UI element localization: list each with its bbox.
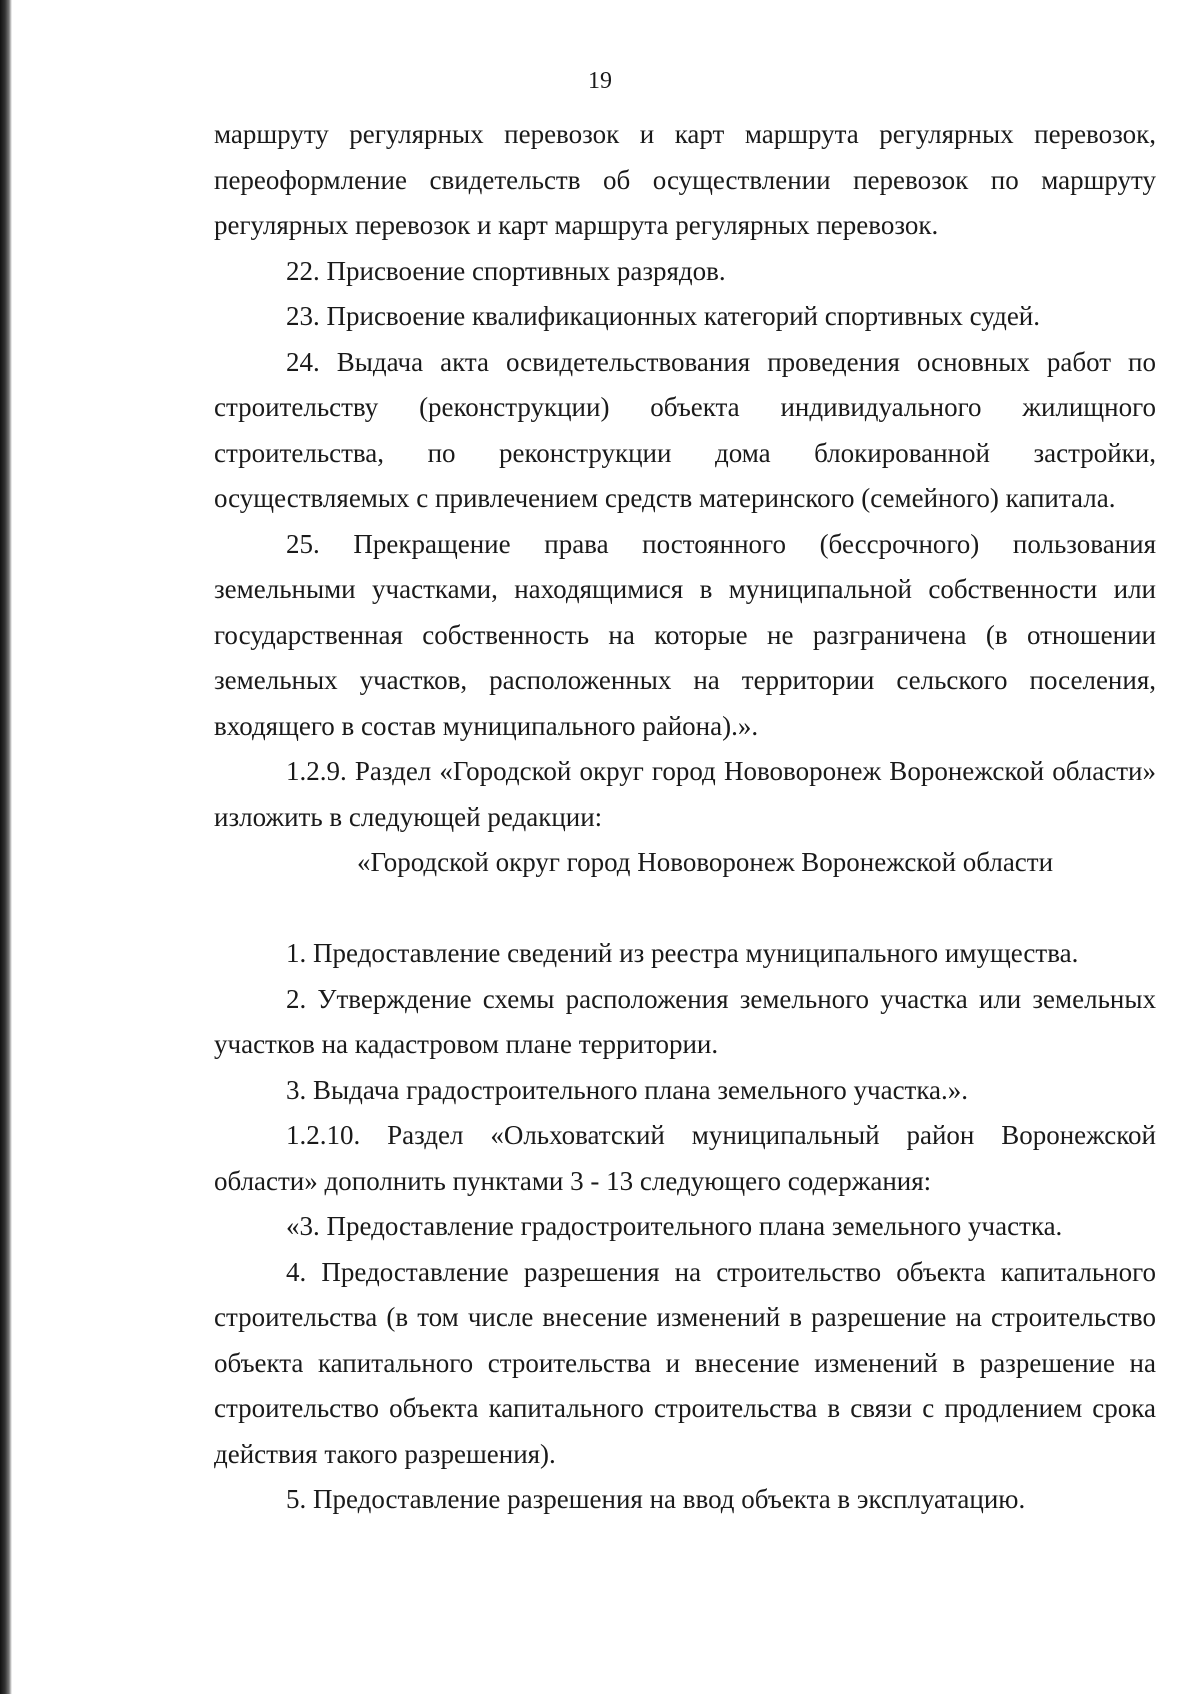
- document-body: [214, 112, 1156, 1523]
- blank-line: [214, 886, 1156, 932]
- section-heading-novovoronezh: «Городской округ город Нововоронеж Воронежской области: [356, 847, 1054, 877]
- list-item-22: 22. Присвоение спортивных разрядов.: [286, 255, 726, 286]
- list-item-5: 5. Предоставление разрешения на ввод объекта в эксплуатацию.: [286, 1484, 1026, 1514]
- list-item-25: 25. Прекращение права постоянного (бессрочного) пользования земельными участками, находящимися в муниципальной собственности или государственная собственность на которые не разграничена (в отношении земельных участков, расположенных на территории сельского поселения, входящего в состав муниципального района).».: [214, 528, 1156, 741]
- list-item-2: 2. Утверждение схемы расположения земельного участка или земельных участков на кадастровом плане территории.: [214, 983, 1156, 1059]
- paragraph-continuation: маршруту регулярных перевозок и карт маршрута регулярных перевозок, переоформление свидетельств об осуществлении перевозок по маршруту регулярных перевозок и карт маршрута регулярных перевозок.: [214, 119, 1156, 240]
- list-item-1: 1. Предоставление сведений из реестра муниципального имущества.: [286, 938, 1079, 968]
- list-item-3-olkhovatsky: «3. Предоставление градостроительного плана земельного участка.: [286, 1211, 1063, 1241]
- list-item-4: 4. Предоставление разрешения на строительство объекта капитального строительства (в том числе внесение изменений в разрешение на строительство объекта капитального строительства и внесение изменений в разрешение на строительство объекта капитального строительства в связи с продлением срока действия такого разрешения).: [214, 1256, 1156, 1469]
- scan-edge: [0, 0, 12, 1694]
- list-item-23: 23. Присвоение квалификационных категорий спортивных судей.: [286, 301, 1041, 331]
- section-1-2-9: 1.2.9. Раздел «Городской округ город Нововоронеж Воронежской области» изложить в следующей редакции:: [214, 756, 1156, 832]
- list-item-3: 3. Выдача градостроительного плана земельного участка.».: [286, 1074, 969, 1105]
- page-number: 19: [588, 68, 612, 94]
- list-item-24: 24. Выдача акта освидетельствования проведения основных работ по строительству (реконструкции) объекта индивидуального жилищного строительства, по реконструкции дома блокированной застройки, осуществляемых с привлечением средств материнского (семейного) капитала.: [214, 346, 1156, 513]
- section-1-2-10: 1.2.10. Раздел «Ольховатский муниципальный район Воронежской области» дополнить пунктами 3 - 13 следующего содержания:: [214, 1120, 1156, 1196]
